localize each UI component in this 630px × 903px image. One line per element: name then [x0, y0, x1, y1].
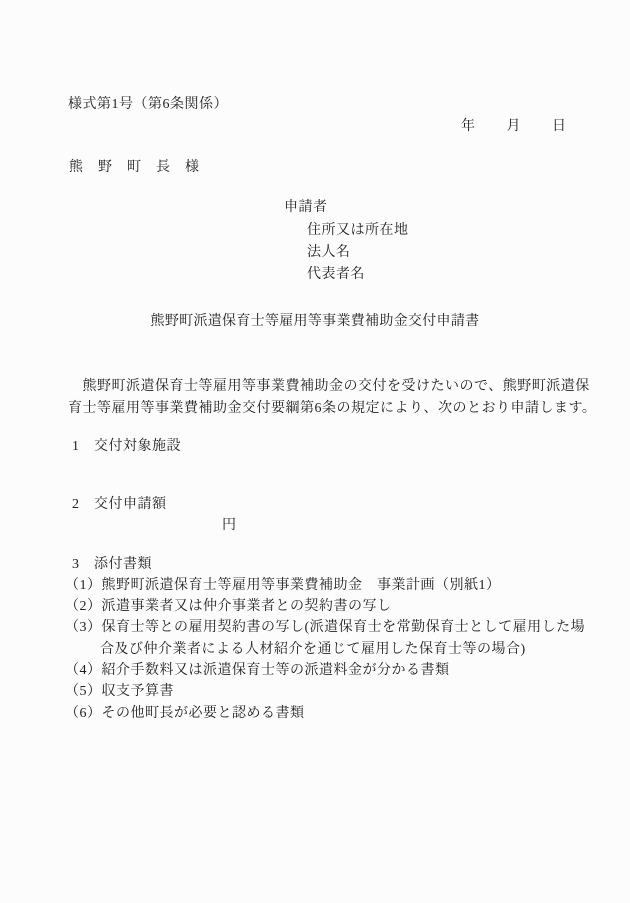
- date-year-label: 年: [461, 119, 476, 134]
- body-paragraph-line-1: 熊野町派遣保育士等雇用等事業費補助金の交付を受けたいので、熊野町派遣保: [68, 379, 590, 394]
- applicant-representative-label: 代表者名: [307, 267, 365, 282]
- attachment-item-3-line-2: 合及び仲介業者による人材紹介を通じて雇用した保育士等の場合): [100, 642, 526, 657]
- date-line: [461, 117, 567, 137]
- section-attachments-heading: 3 添付書類: [72, 557, 152, 572]
- section-application-amount: 2 交付申請額: [72, 497, 167, 512]
- section-target-facility: 1 交付対象施設: [72, 439, 181, 454]
- attachment-item-5: （5）収支予算書: [65, 684, 174, 699]
- applicant-address-label: 住所又は所在地: [307, 223, 409, 238]
- attachment-item-1: （1）熊野町派遣保育士等雇用等事業費補助金 事業計画（別紙1）: [65, 578, 501, 593]
- applicant-label: 申請者: [284, 200, 328, 215]
- form-number: 様式第1号（第6条関係）: [68, 97, 228, 112]
- document-title: 熊野町派遣保育士等雇用等事業費補助金交付申請書: [150, 314, 480, 329]
- attachment-item-3-line-1: （3）保育士等との雇用契約書の写し(派遣保育士を常勤保育士として雇用した場: [65, 620, 586, 635]
- applicant-corporate-name-label: 法人名: [307, 245, 351, 260]
- attachment-item-6: （6）その他町長が必要と認める書類: [65, 706, 305, 721]
- date-month-label: 月: [506, 119, 521, 134]
- amount-unit-yen: 円: [222, 518, 237, 533]
- date-day-label: 日: [552, 119, 567, 134]
- body-paragraph-line-2: 育士等雇用等事業費補助金交付要綱第6条の規定により、次のとおり申請します。: [68, 401, 597, 416]
- attachment-item-4: （4）紹介手数料又は派遣保育士等の派遣料金が分かる書類: [65, 663, 450, 678]
- attachment-item-2: （2）派遣事業者又は仲介事業者との契約書の写し: [65, 599, 392, 614]
- addressee-mayor: 熊 野 町 長 様: [69, 160, 200, 175]
